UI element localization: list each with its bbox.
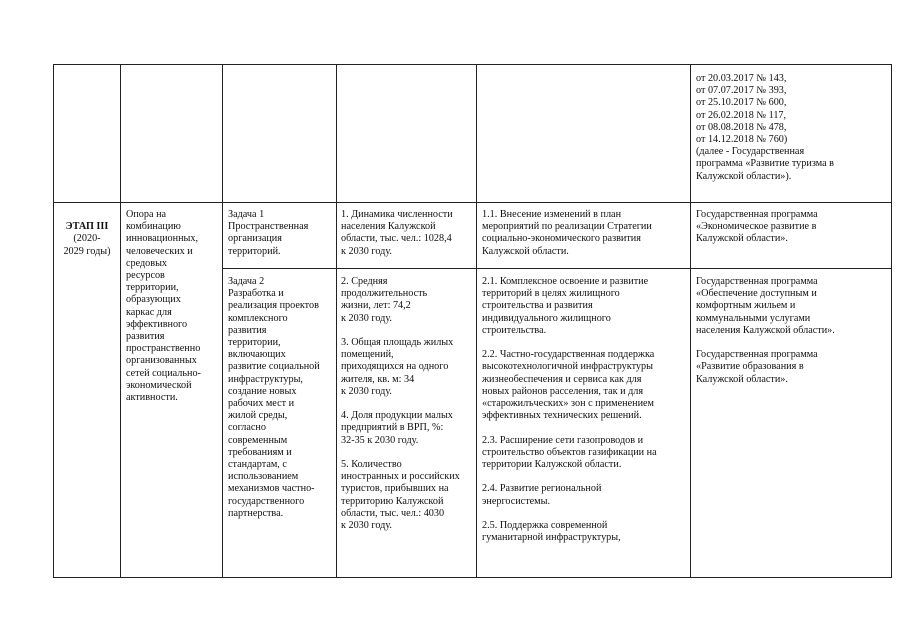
col-border-3 — [336, 64, 337, 578]
top-row-program-details: от 20.03.2017 № 143, от 07.07.2017 № 393, от 25.10.2017 № 600, от 26.02.2018 № 117, от 08.08.2018 № 478, от 14.12.2018 № 760) (далее - Государственная программа «Развитие туризма в Калужской области»). — [696, 73, 834, 182]
task-1: Задача 1 Пространственная организация территорий. — [228, 209, 309, 257]
stage-title: ЭТАП III — [65, 221, 109, 233]
col-border-4 — [476, 64, 477, 578]
stage-cell — [54, 209, 120, 270]
programs-2: Государственная программа «Обеспечение доступным и комфортным жильем и коммунальными услугами населения Калужской области». Государственная программа «Развитие образования в Калужской области». — [696, 276, 835, 385]
task-2: Задача 2 Разработка и реализация проектов комплексного развития территории, включающих развитие социальной инфраструктуры, создание новых рабочих мест и жилой среды, согласно современным требованиям и стандартам, с использованием механизмов частно- государственного партнерства. — [228, 276, 320, 519]
col-border-1 — [120, 64, 121, 578]
indicators-2-5: 2. Средняя продолжительность жизни, лет: 74,2 к 2030 году. 3. Общая площадь жилых помещений, приходящихся на одного жителя, кв. м: 34 к 2030 году. 4. Доля продукции малых предприятий в ВРП, %: 32-35 к 2030 году. 5. Количество иностранных и российских туристов, прибывших на территорию Калужской области, тыс. чел.: 4030 к 2030 году. — [341, 276, 460, 532]
stage-row-separator — [53, 202, 891, 203]
table-top-border — [53, 64, 891, 65]
table-bottom-border — [53, 577, 891, 578]
col-border-0 — [53, 64, 54, 578]
stage-years: (2020- 2029 годы) — [63, 233, 111, 257]
task-row-separator — [222, 268, 891, 269]
col-border-2 — [222, 64, 223, 578]
col-border-6 — [891, 64, 892, 578]
measure-1-1: 1.1. Внесение изменений в план мероприятий по реализации Стратегии социально-экономического развития Калужской области. — [482, 209, 652, 257]
program-1: Государственная программа «Экономическое развитие в Калужской области». — [696, 209, 818, 245]
indicator-1: 1. Динамика численности населения Калужской области, тыс. чел.: 1028,4 к 2030 году. — [341, 209, 453, 257]
measures-2: 2.1. Комплексное освоение и развитие территорий в целях жилищного строительства и развития индивидуального жилищного строительства. 2.2. Частно-государственная поддержка высокотехнологичной инфраструктуры жизнеобеспечения и сервиса как для новых районов расселения, так и для «старожилъческих» зон с применением эффективных технических решений. 2.3. Расширение сети газопроводов и строительство объектов газификации на территории Калужской области. 2.4. Развитие региональной энергосистемы. 2.5. Поддержка современной гуманитарной инфраструктуры, — [482, 276, 657, 544]
col-border-5 — [690, 64, 691, 578]
stage-goal: Опора на комбинацию инновационных, человеческих и средовых ресурсов территории, образующих каркас для эффективного развития пространственно организованных сетей социально- экономической активности. — [126, 209, 201, 404]
